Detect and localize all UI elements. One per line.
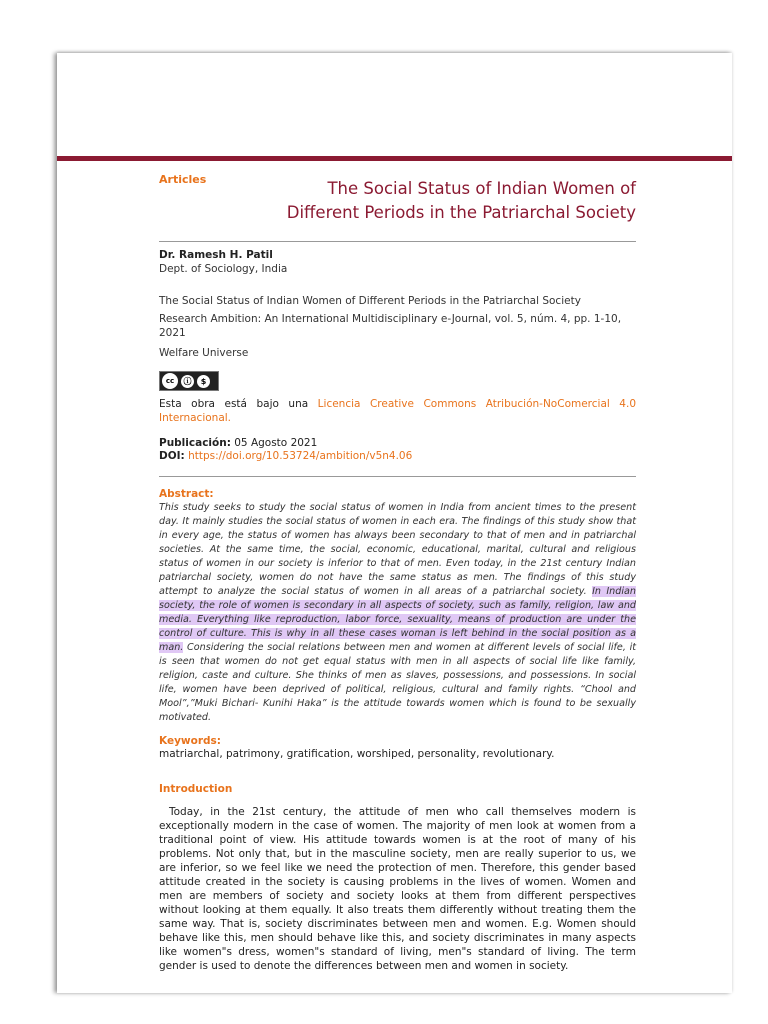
citation-title: The Social Status of Indian Women of Different Periods in the Patriarchal Society — [159, 295, 581, 307]
doi-link[interactable]: https://doi.org/10.53724/ambition/v5n4.06 — [188, 450, 413, 462]
keywords-heading: Keywords: — [159, 735, 221, 747]
header-rule — [57, 156, 732, 161]
creative-commons-badge[interactable] — [159, 371, 219, 391]
publication-date-value: 05 Agosto 2021 — [230, 437, 318, 449]
keywords-text: matriarchal, patrimony, gratification, worshiped, personality, revolutionary. — [159, 748, 555, 760]
license-statement — [159, 397, 636, 425]
abstract-part-1: This study seeks to study the social status of women in India from ancient times to the present day. It mainly studies the social status of women in each era. The findings of this study show that in every age, the status of women has always been secondary to that of men and in patriarchal societies. At the same time, the social, economic, educational, marital, cultural and religious status of women in our society is inferior to that of men. Even today, in the 21st century Indian patriarchal society, women do not have the same status as men. The findings of this study attempt to analyze the social status of women in all areas of a patriarchal society. — [159, 502, 636, 597]
by-icon: ⓘ — [181, 375, 194, 388]
title-line-2: Different Periods in the Patriarchal Society — [286, 203, 636, 222]
abstract-highlight: In Indian society, the role of women is secondary in all aspects of society, such as family, religion, law and media. Everything like reproduction, labor force, sexuality, means of production are under the control of culture. This is why in all these cases woman is left behind in the social position as a man. — [159, 586, 636, 653]
doi-line — [159, 450, 636, 463]
license-link[interactable]: Licencia Creative Commons Atribución-NoComercial 4.0 Internacional. — [159, 398, 637, 424]
publication-date — [159, 437, 636, 450]
article-content — [159, 171, 636, 973]
abstract-text — [159, 501, 636, 725]
document-page — [57, 53, 732, 993]
license-prefix: Esta obra está bajo una — [159, 398, 318, 410]
divider — [159, 476, 636, 477]
introduction-heading: Introduction — [159, 783, 233, 795]
title-line-1: The Social Status of Indian Women of — [327, 179, 636, 198]
introduction-paragraph: Today, in the 21st century, the attitude of men who call themselves modern is exceptionally modern in the case of women. The majority of men look at women from a traditional point of view. His attitude towards women is at the root of many of his problems. Not only that, but in the masculine society, men are really superior to us, we are inferior, so we feel like we need the protection of men. Therefore, this gender based attitude created in the society is causing problems in the lives of women. Women and men are members of society and society looks at them from different perspectives without looking at them equally. It also treats them differently without treating them the same way. That is, society discriminates between men and women. E.g. Women should behave like this, men should behave like this, and society discriminates in many aspects like women"s dress, women"s standard of living, men"s standard of living. The term gender is used to denote the differences between men and women in society. — [159, 806, 636, 972]
citation-journal: Research Ambition: An International Multidisciplinary e-Journal, vol. 5, núm. 4, pp. 1-10, 2021 — [159, 313, 622, 339]
section-label: Articles — [159, 173, 207, 186]
doi-label: DOI: — [159, 450, 185, 462]
abstract-heading: Abstract: — [159, 488, 214, 500]
author-affiliation: Dept. of Sociology, India — [159, 263, 288, 275]
nc-icon: $ — [197, 375, 210, 388]
publication-label: Publicación: — [159, 437, 231, 449]
cc-icon: cc — [162, 373, 178, 389]
article-title — [159, 177, 636, 225]
author-name: Dr. Ramesh H. Patil — [159, 249, 273, 261]
divider — [159, 241, 636, 242]
abstract-part-2: Considering the social relations between men and women at different levels of social life, it is seen that women do not get equal status with men in all aspects of social life like family, religion, caste and culture. She thinks of men as slaves, possessions, and possessions. In social life, women have been deprived of political, religious, cultural and family rights. “Chool and Mool”,”Muki Bichari- Kunihi Haka” is the attitude towards women which is found to be sexually motivated. — [159, 642, 636, 723]
citation-publisher: Welfare Universe — [159, 347, 249, 359]
